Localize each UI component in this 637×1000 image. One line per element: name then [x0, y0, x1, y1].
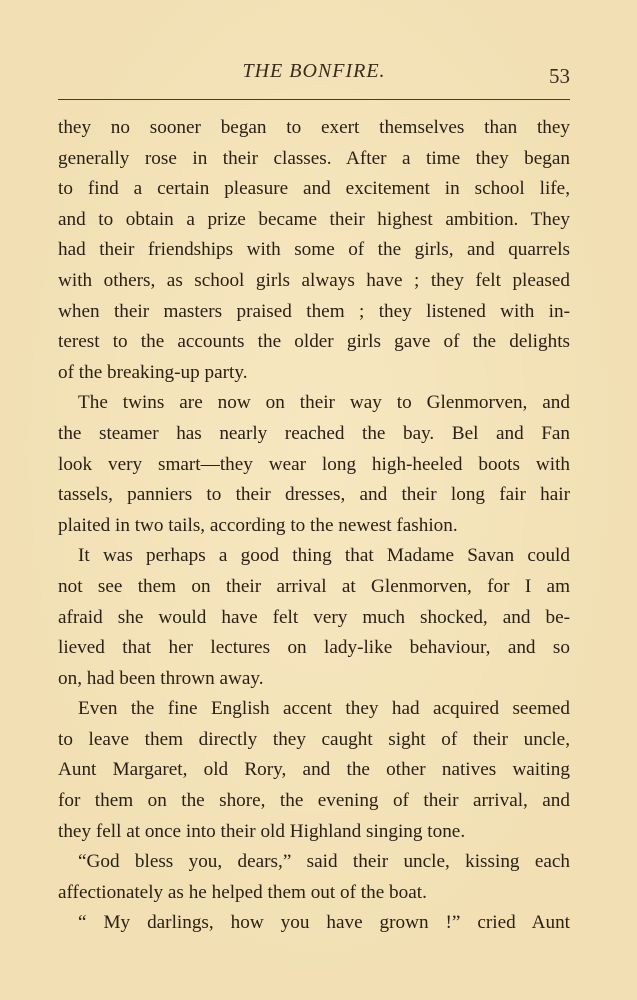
body-text — [58, 113, 570, 939]
paragraph-start-line: “ My darlings, how you have grown !” cried Aunt — [78, 912, 570, 934]
text-line: had their friendships with some of the girls, and quarrels — [58, 239, 570, 261]
text-line: to leave them directly they caught sight of their uncle, — [58, 728, 570, 750]
text-line: to find a certain pleasure and excitement in school life, — [58, 178, 570, 200]
text-line: when their masters praised them ; they listened with in- — [58, 300, 570, 322]
paragraph-end-line: affectionately as he helped them out of the boat. — [58, 881, 427, 903]
text-line: and to obtain a prize became their highest ambition. They — [58, 208, 570, 230]
text-line: terest to the accounts the older girls gave of the delights — [58, 331, 570, 353]
text-line: Aunt Margaret, old Rory, and the other natives waiting — [58, 759, 570, 781]
text-line: they no sooner began to exert themselves than they — [58, 117, 570, 138]
paragraph-end-line: of the breaking-up party. — [58, 361, 248, 383]
text-line: with others, as school girls always have ; they felt pleased — [58, 269, 570, 291]
header-rule — [58, 99, 570, 100]
text-line: look very smart—they wear long high-heeled boots with — [58, 453, 570, 475]
text-line: tassels, panniers to their dresses, and their long fair hair — [58, 484, 570, 506]
page-number: 53 — [549, 64, 570, 88]
paragraph-start-line: The twins are now on their way to Glenmorven, and — [78, 392, 570, 414]
paragraph-end-line: on, had been thrown away. — [58, 667, 264, 689]
paragraph-end-line: plaited in two tails, according to the newest fashion. — [58, 514, 458, 536]
paragraph-end-line: they fell at once into their old Highland singing tone. — [58, 820, 466, 842]
text-line: afraid she would have felt very much shocked, and be- — [58, 606, 570, 628]
paragraph-start-line: “God bless you, dears,” said their uncle, kissing each — [78, 851, 570, 873]
running-head — [58, 58, 570, 94]
text-line: lieved that her lectures on lady-like behaviour, and so — [58, 637, 570, 659]
text-line: for them on the shore, the evening of their arrival, and — [58, 790, 570, 812]
text-line: the steamer has nearly reached the bay. Bel and Fan — [58, 422, 570, 444]
text-line: not see them on their arrival at Glenmorven, for I am — [58, 575, 570, 597]
paragraph-start-line: Even the fine English accent they had acquired seemed — [78, 698, 570, 720]
text-line: generally rose in their classes. After a time they began — [58, 147, 570, 169]
running-title: THE BONFIRE. — [242, 60, 386, 82]
paragraph-start-line: It was perhaps a good thing that Madame Savan could — [78, 545, 570, 567]
